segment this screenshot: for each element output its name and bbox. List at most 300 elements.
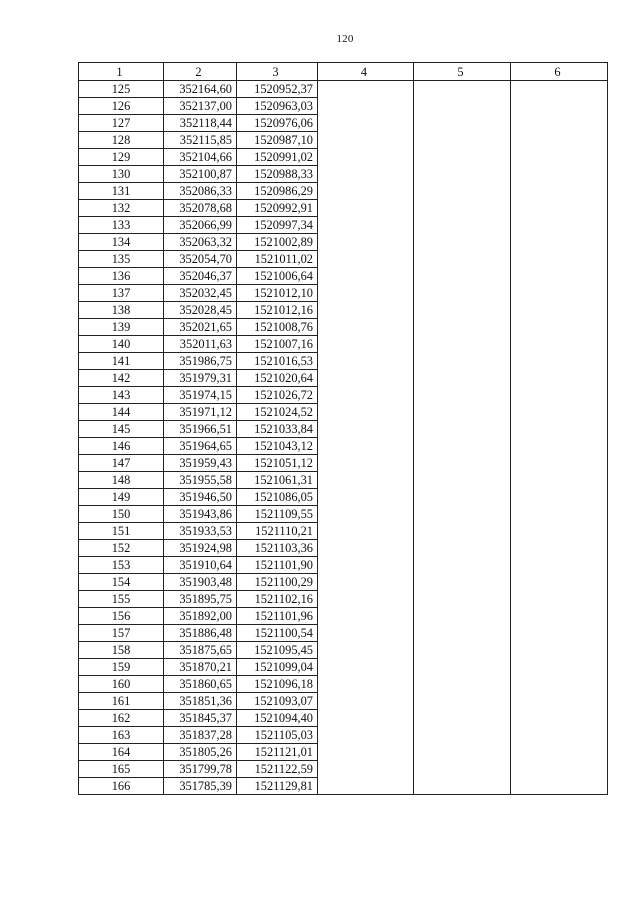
point-number-cell: 147 bbox=[79, 455, 164, 472]
y-coordinate-cell: 1521095,45 bbox=[237, 642, 318, 659]
empty-cell-col-5 bbox=[414, 693, 511, 710]
y-coordinate-cell: 1521129,81 bbox=[237, 778, 318, 795]
y-coordinate-cell: 1521086,05 bbox=[237, 489, 318, 506]
y-coordinate-cell: 1521002,89 bbox=[237, 234, 318, 251]
y-coordinate-cell: 1520991,02 bbox=[237, 149, 318, 166]
empty-cell-col-5 bbox=[414, 404, 511, 421]
empty-cell-col-5 bbox=[414, 625, 511, 642]
empty-cell-col-5 bbox=[414, 285, 511, 302]
point-number-cell: 155 bbox=[79, 591, 164, 608]
empty-cell-col-6 bbox=[511, 336, 608, 353]
empty-cell-col-6 bbox=[511, 370, 608, 387]
table-row bbox=[79, 421, 608, 438]
point-number-cell: 148 bbox=[79, 472, 164, 489]
table-row bbox=[79, 523, 608, 540]
empty-cell-col-4 bbox=[318, 421, 414, 438]
x-coordinate-cell: 351946,50 bbox=[164, 489, 237, 506]
point-number-cell: 137 bbox=[79, 285, 164, 302]
point-number-cell: 144 bbox=[79, 404, 164, 421]
empty-cell-col-4 bbox=[318, 744, 414, 761]
empty-cell-col-5 bbox=[414, 727, 511, 744]
empty-cell-col-4 bbox=[318, 302, 414, 319]
table-row bbox=[79, 489, 608, 506]
empty-cell-col-4 bbox=[318, 336, 414, 353]
x-coordinate-cell: 351799,78 bbox=[164, 761, 237, 778]
empty-cell-col-6 bbox=[511, 268, 608, 285]
empty-cell-col-5 bbox=[414, 149, 511, 166]
empty-cell-col-5 bbox=[414, 642, 511, 659]
column-header-5: 5 bbox=[414, 63, 511, 81]
empty-cell-col-4 bbox=[318, 523, 414, 540]
empty-cell-col-6 bbox=[511, 302, 608, 319]
empty-cell-col-4 bbox=[318, 625, 414, 642]
x-coordinate-cell: 352021,65 bbox=[164, 319, 237, 336]
table-row bbox=[79, 744, 608, 761]
x-coordinate-cell: 351910,64 bbox=[164, 557, 237, 574]
empty-cell-col-6 bbox=[511, 574, 608, 591]
point-number-cell: 132 bbox=[79, 200, 164, 217]
table-row bbox=[79, 659, 608, 676]
y-coordinate-cell: 1521102,16 bbox=[237, 591, 318, 608]
table-row bbox=[79, 132, 608, 149]
y-coordinate-cell: 1521121,01 bbox=[237, 744, 318, 761]
x-coordinate-cell: 352066,99 bbox=[164, 217, 237, 234]
x-coordinate-cell: 351974,15 bbox=[164, 387, 237, 404]
y-coordinate-cell: 1521006,64 bbox=[237, 268, 318, 285]
point-number-cell: 146 bbox=[79, 438, 164, 455]
x-coordinate-cell: 352028,45 bbox=[164, 302, 237, 319]
empty-cell-col-6 bbox=[511, 132, 608, 149]
y-coordinate-cell: 1521105,03 bbox=[237, 727, 318, 744]
table-row bbox=[79, 387, 608, 404]
empty-cell-col-6 bbox=[511, 676, 608, 693]
y-coordinate-cell: 1521051,12 bbox=[237, 455, 318, 472]
table-row bbox=[79, 676, 608, 693]
empty-cell-col-6 bbox=[511, 404, 608, 421]
x-coordinate-cell: 351971,12 bbox=[164, 404, 237, 421]
empty-cell-col-5 bbox=[414, 234, 511, 251]
y-coordinate-cell: 1521020,64 bbox=[237, 370, 318, 387]
point-number-cell: 125 bbox=[79, 81, 164, 98]
point-number-cell: 131 bbox=[79, 183, 164, 200]
empty-cell-col-6 bbox=[511, 489, 608, 506]
empty-cell-col-5 bbox=[414, 98, 511, 115]
empty-cell-col-4 bbox=[318, 353, 414, 370]
empty-cell-col-6 bbox=[511, 608, 608, 625]
empty-cell-col-5 bbox=[414, 608, 511, 625]
empty-cell-col-5 bbox=[414, 506, 511, 523]
x-coordinate-cell: 351924,98 bbox=[164, 540, 237, 557]
y-coordinate-cell: 1521103,36 bbox=[237, 540, 318, 557]
empty-cell-col-6 bbox=[511, 727, 608, 744]
table-row bbox=[79, 285, 608, 302]
table-row bbox=[79, 217, 608, 234]
x-coordinate-cell: 351805,26 bbox=[164, 744, 237, 761]
empty-cell-col-6 bbox=[511, 149, 608, 166]
y-coordinate-cell: 1520986,29 bbox=[237, 183, 318, 200]
point-number-cell: 150 bbox=[79, 506, 164, 523]
empty-cell-col-6 bbox=[511, 200, 608, 217]
table-row bbox=[79, 540, 608, 557]
empty-cell-col-4 bbox=[318, 115, 414, 132]
point-number-cell: 156 bbox=[79, 608, 164, 625]
empty-cell-col-6 bbox=[511, 591, 608, 608]
table-row bbox=[79, 81, 608, 98]
empty-cell-col-4 bbox=[318, 251, 414, 268]
point-number-cell: 143 bbox=[79, 387, 164, 404]
table-row bbox=[79, 693, 608, 710]
table-row bbox=[79, 506, 608, 523]
table-row bbox=[79, 591, 608, 608]
y-coordinate-cell: 1521012,16 bbox=[237, 302, 318, 319]
x-coordinate-cell: 351837,28 bbox=[164, 727, 237, 744]
column-header-1: 1 bbox=[79, 63, 164, 81]
point-number-cell: 127 bbox=[79, 115, 164, 132]
y-coordinate-cell: 1521043,12 bbox=[237, 438, 318, 455]
empty-cell-col-6 bbox=[511, 744, 608, 761]
table-row bbox=[79, 642, 608, 659]
empty-cell-col-4 bbox=[318, 183, 414, 200]
empty-cell-col-4 bbox=[318, 540, 414, 557]
empty-cell-col-5 bbox=[414, 387, 511, 404]
empty-cell-col-5 bbox=[414, 761, 511, 778]
empty-cell-col-6 bbox=[511, 251, 608, 268]
empty-cell-col-4 bbox=[318, 98, 414, 115]
empty-cell-col-4 bbox=[318, 285, 414, 302]
point-number-cell: 159 bbox=[79, 659, 164, 676]
empty-cell-col-6 bbox=[511, 659, 608, 676]
empty-cell-col-4 bbox=[318, 489, 414, 506]
table-row bbox=[79, 727, 608, 744]
point-number-cell: 133 bbox=[79, 217, 164, 234]
empty-cell-col-5 bbox=[414, 540, 511, 557]
point-number-cell: 164 bbox=[79, 744, 164, 761]
empty-cell-col-6 bbox=[511, 693, 608, 710]
x-coordinate-cell: 352115,85 bbox=[164, 132, 237, 149]
empty-cell-col-6 bbox=[511, 115, 608, 132]
empty-cell-col-4 bbox=[318, 404, 414, 421]
table-row bbox=[79, 625, 608, 642]
point-number-cell: 163 bbox=[79, 727, 164, 744]
empty-cell-col-5 bbox=[414, 166, 511, 183]
empty-cell-col-4 bbox=[318, 591, 414, 608]
empty-cell-col-4 bbox=[318, 234, 414, 251]
table-row bbox=[79, 115, 608, 132]
empty-cell-col-4 bbox=[318, 217, 414, 234]
empty-cell-col-6 bbox=[511, 438, 608, 455]
x-coordinate-cell: 351943,86 bbox=[164, 506, 237, 523]
empty-cell-col-4 bbox=[318, 727, 414, 744]
empty-cell-col-6 bbox=[511, 506, 608, 523]
empty-cell-col-4 bbox=[318, 472, 414, 489]
empty-cell-col-5 bbox=[414, 268, 511, 285]
empty-cell-col-4 bbox=[318, 778, 414, 795]
empty-cell-col-6 bbox=[511, 625, 608, 642]
table-row bbox=[79, 472, 608, 489]
column-header-4: 4 bbox=[318, 63, 414, 81]
point-number-cell: 152 bbox=[79, 540, 164, 557]
y-coordinate-cell: 1520976,06 bbox=[237, 115, 318, 132]
empty-cell-col-6 bbox=[511, 353, 608, 370]
table-row bbox=[79, 574, 608, 591]
x-coordinate-cell: 352011,63 bbox=[164, 336, 237, 353]
table-row bbox=[79, 251, 608, 268]
point-number-cell: 161 bbox=[79, 693, 164, 710]
point-number-cell: 138 bbox=[79, 302, 164, 319]
table-row bbox=[79, 200, 608, 217]
y-coordinate-cell: 1521016,53 bbox=[237, 353, 318, 370]
empty-cell-col-4 bbox=[318, 200, 414, 217]
point-number-cell: 142 bbox=[79, 370, 164, 387]
y-coordinate-cell: 1521101,90 bbox=[237, 557, 318, 574]
point-number-cell: 140 bbox=[79, 336, 164, 353]
empty-cell-col-5 bbox=[414, 574, 511, 591]
empty-cell-col-6 bbox=[511, 540, 608, 557]
x-coordinate-cell: 352164,60 bbox=[164, 81, 237, 98]
x-coordinate-cell: 351979,31 bbox=[164, 370, 237, 387]
empty-cell-col-4 bbox=[318, 693, 414, 710]
point-number-cell: 153 bbox=[79, 557, 164, 574]
empty-cell-col-5 bbox=[414, 710, 511, 727]
empty-cell-col-4 bbox=[318, 659, 414, 676]
x-coordinate-cell: 352086,33 bbox=[164, 183, 237, 200]
empty-cell-col-4 bbox=[318, 81, 414, 98]
x-coordinate-cell: 351966,51 bbox=[164, 421, 237, 438]
table-row bbox=[79, 268, 608, 285]
point-number-cell: 130 bbox=[79, 166, 164, 183]
empty-cell-col-6 bbox=[511, 523, 608, 540]
x-coordinate-cell: 352078,68 bbox=[164, 200, 237, 217]
x-coordinate-cell: 351785,39 bbox=[164, 778, 237, 795]
empty-cell-col-5 bbox=[414, 659, 511, 676]
y-coordinate-cell: 1521007,16 bbox=[237, 336, 318, 353]
empty-cell-col-6 bbox=[511, 421, 608, 438]
empty-cell-col-6 bbox=[511, 234, 608, 251]
table-body bbox=[79, 81, 608, 795]
empty-cell-col-5 bbox=[414, 455, 511, 472]
point-number-cell: 149 bbox=[79, 489, 164, 506]
empty-cell-col-5 bbox=[414, 217, 511, 234]
x-coordinate-cell: 351851,36 bbox=[164, 693, 237, 710]
empty-cell-col-5 bbox=[414, 183, 511, 200]
empty-cell-col-6 bbox=[511, 642, 608, 659]
empty-cell-col-5 bbox=[414, 557, 511, 574]
point-number-cell: 129 bbox=[79, 149, 164, 166]
y-coordinate-cell: 1521094,40 bbox=[237, 710, 318, 727]
empty-cell-col-5 bbox=[414, 353, 511, 370]
empty-cell-col-6 bbox=[511, 285, 608, 302]
x-coordinate-cell: 352104,66 bbox=[164, 149, 237, 166]
point-number-cell: 135 bbox=[79, 251, 164, 268]
empty-cell-col-4 bbox=[318, 506, 414, 523]
empty-cell-col-6 bbox=[511, 387, 608, 404]
table-row bbox=[79, 608, 608, 625]
y-coordinate-cell: 1521026,72 bbox=[237, 387, 318, 404]
x-coordinate-cell: 352063,32 bbox=[164, 234, 237, 251]
x-coordinate-cell: 352054,70 bbox=[164, 251, 237, 268]
empty-cell-col-4 bbox=[318, 132, 414, 149]
empty-cell-col-5 bbox=[414, 421, 511, 438]
table-row bbox=[79, 336, 608, 353]
y-coordinate-cell: 1520963,03 bbox=[237, 98, 318, 115]
empty-cell-col-5 bbox=[414, 132, 511, 149]
empty-cell-col-4 bbox=[318, 149, 414, 166]
x-coordinate-cell: 351886,48 bbox=[164, 625, 237, 642]
table-row bbox=[79, 404, 608, 421]
empty-cell-col-4 bbox=[318, 608, 414, 625]
y-coordinate-cell: 1521101,96 bbox=[237, 608, 318, 625]
table-header bbox=[79, 63, 608, 81]
table-row bbox=[79, 438, 608, 455]
x-coordinate-cell: 351964,65 bbox=[164, 438, 237, 455]
point-number-cell: 136 bbox=[79, 268, 164, 285]
y-coordinate-cell: 1521110,21 bbox=[237, 523, 318, 540]
table-row bbox=[79, 98, 608, 115]
x-coordinate-cell: 351986,75 bbox=[164, 353, 237, 370]
x-coordinate-cell: 352100,87 bbox=[164, 166, 237, 183]
empty-cell-col-4 bbox=[318, 710, 414, 727]
point-number-cell: 141 bbox=[79, 353, 164, 370]
point-number-cell: 128 bbox=[79, 132, 164, 149]
x-coordinate-cell: 351933,53 bbox=[164, 523, 237, 540]
empty-cell-col-6 bbox=[511, 81, 608, 98]
empty-cell-col-5 bbox=[414, 523, 511, 540]
empty-cell-col-6 bbox=[511, 472, 608, 489]
empty-cell-col-5 bbox=[414, 744, 511, 761]
point-number-cell: 134 bbox=[79, 234, 164, 251]
empty-cell-col-6 bbox=[511, 166, 608, 183]
y-coordinate-cell: 1520988,33 bbox=[237, 166, 318, 183]
y-coordinate-cell: 1521008,76 bbox=[237, 319, 318, 336]
column-header-6: 6 bbox=[511, 63, 608, 81]
empty-cell-col-6 bbox=[511, 183, 608, 200]
empty-cell-col-6 bbox=[511, 98, 608, 115]
x-coordinate-cell: 351955,58 bbox=[164, 472, 237, 489]
x-coordinate-cell: 352118,44 bbox=[164, 115, 237, 132]
table-row bbox=[79, 149, 608, 166]
y-coordinate-cell: 1520952,37 bbox=[237, 81, 318, 98]
empty-cell-col-5 bbox=[414, 778, 511, 795]
empty-cell-col-5 bbox=[414, 370, 511, 387]
point-number-cell: 154 bbox=[79, 574, 164, 591]
empty-cell-col-5 bbox=[414, 336, 511, 353]
y-coordinate-cell: 1521012,10 bbox=[237, 285, 318, 302]
empty-cell-col-6 bbox=[511, 319, 608, 336]
x-coordinate-cell: 351875,65 bbox=[164, 642, 237, 659]
table-row bbox=[79, 370, 608, 387]
table-row bbox=[79, 234, 608, 251]
x-coordinate-cell: 351870,21 bbox=[164, 659, 237, 676]
point-number-cell: 162 bbox=[79, 710, 164, 727]
empty-cell-col-4 bbox=[318, 166, 414, 183]
empty-cell-col-5 bbox=[414, 472, 511, 489]
empty-cell-col-4 bbox=[318, 761, 414, 778]
empty-cell-col-6 bbox=[511, 217, 608, 234]
y-coordinate-cell: 1521061,31 bbox=[237, 472, 318, 489]
point-number-cell: 165 bbox=[79, 761, 164, 778]
empty-cell-col-6 bbox=[511, 557, 608, 574]
empty-cell-col-4 bbox=[318, 438, 414, 455]
empty-cell-col-6 bbox=[511, 778, 608, 795]
empty-cell-col-6 bbox=[511, 761, 608, 778]
empty-cell-col-4 bbox=[318, 676, 414, 693]
point-number-cell: 160 bbox=[79, 676, 164, 693]
page-number: 120 bbox=[336, 33, 354, 45]
table-row bbox=[79, 455, 608, 472]
empty-cell-col-5 bbox=[414, 489, 511, 506]
x-coordinate-cell: 351959,43 bbox=[164, 455, 237, 472]
empty-cell-col-5 bbox=[414, 251, 511, 268]
column-header-2: 2 bbox=[164, 63, 237, 81]
empty-cell-col-4 bbox=[318, 319, 414, 336]
x-coordinate-cell: 352032,45 bbox=[164, 285, 237, 302]
y-coordinate-cell: 1521099,04 bbox=[237, 659, 318, 676]
x-coordinate-cell: 352137,00 bbox=[164, 98, 237, 115]
point-number-cell: 126 bbox=[79, 98, 164, 115]
point-number-cell: 139 bbox=[79, 319, 164, 336]
y-coordinate-cell: 1521011,02 bbox=[237, 251, 318, 268]
table-row bbox=[79, 183, 608, 200]
y-coordinate-cell: 1520997,34 bbox=[237, 217, 318, 234]
x-coordinate-cell: 351903,48 bbox=[164, 574, 237, 591]
empty-cell-col-6 bbox=[511, 710, 608, 727]
x-coordinate-cell: 352046,37 bbox=[164, 268, 237, 285]
empty-cell-col-5 bbox=[414, 438, 511, 455]
point-number-cell: 145 bbox=[79, 421, 164, 438]
table-row bbox=[79, 778, 608, 795]
coordinates-table bbox=[78, 62, 608, 795]
y-coordinate-cell: 1521033,84 bbox=[237, 421, 318, 438]
empty-cell-col-4 bbox=[318, 370, 414, 387]
point-number-cell: 166 bbox=[79, 778, 164, 795]
empty-cell-col-5 bbox=[414, 115, 511, 132]
empty-cell-col-4 bbox=[318, 268, 414, 285]
empty-cell-col-4 bbox=[318, 387, 414, 404]
empty-cell-col-4 bbox=[318, 557, 414, 574]
x-coordinate-cell: 351845,37 bbox=[164, 710, 237, 727]
x-coordinate-cell: 351892,00 bbox=[164, 608, 237, 625]
empty-cell-col-5 bbox=[414, 319, 511, 336]
y-coordinate-cell: 1521093,07 bbox=[237, 693, 318, 710]
empty-cell-col-5 bbox=[414, 591, 511, 608]
empty-cell-col-6 bbox=[511, 455, 608, 472]
y-coordinate-cell: 1520987,10 bbox=[237, 132, 318, 149]
point-number-cell: 158 bbox=[79, 642, 164, 659]
empty-cell-col-5 bbox=[414, 302, 511, 319]
x-coordinate-cell: 351860,65 bbox=[164, 676, 237, 693]
table-row bbox=[79, 166, 608, 183]
table-row bbox=[79, 710, 608, 727]
table-row bbox=[79, 761, 608, 778]
y-coordinate-cell: 1521109,55 bbox=[237, 506, 318, 523]
table-row bbox=[79, 353, 608, 370]
empty-cell-col-5 bbox=[414, 200, 511, 217]
empty-cell-col-4 bbox=[318, 574, 414, 591]
empty-cell-col-4 bbox=[318, 455, 414, 472]
table-row bbox=[79, 319, 608, 336]
column-header-3: 3 bbox=[237, 63, 318, 81]
header-row bbox=[79, 63, 608, 81]
y-coordinate-cell: 1521100,54 bbox=[237, 625, 318, 642]
table-row bbox=[79, 302, 608, 319]
y-coordinate-cell: 1521024,52 bbox=[237, 404, 318, 421]
y-coordinate-cell: 1521122,59 bbox=[237, 761, 318, 778]
x-coordinate-cell: 351895,75 bbox=[164, 591, 237, 608]
empty-cell-col-5 bbox=[414, 676, 511, 693]
y-coordinate-cell: 1521100,29 bbox=[237, 574, 318, 591]
y-coordinate-cell: 1521096,18 bbox=[237, 676, 318, 693]
point-number-cell: 157 bbox=[79, 625, 164, 642]
